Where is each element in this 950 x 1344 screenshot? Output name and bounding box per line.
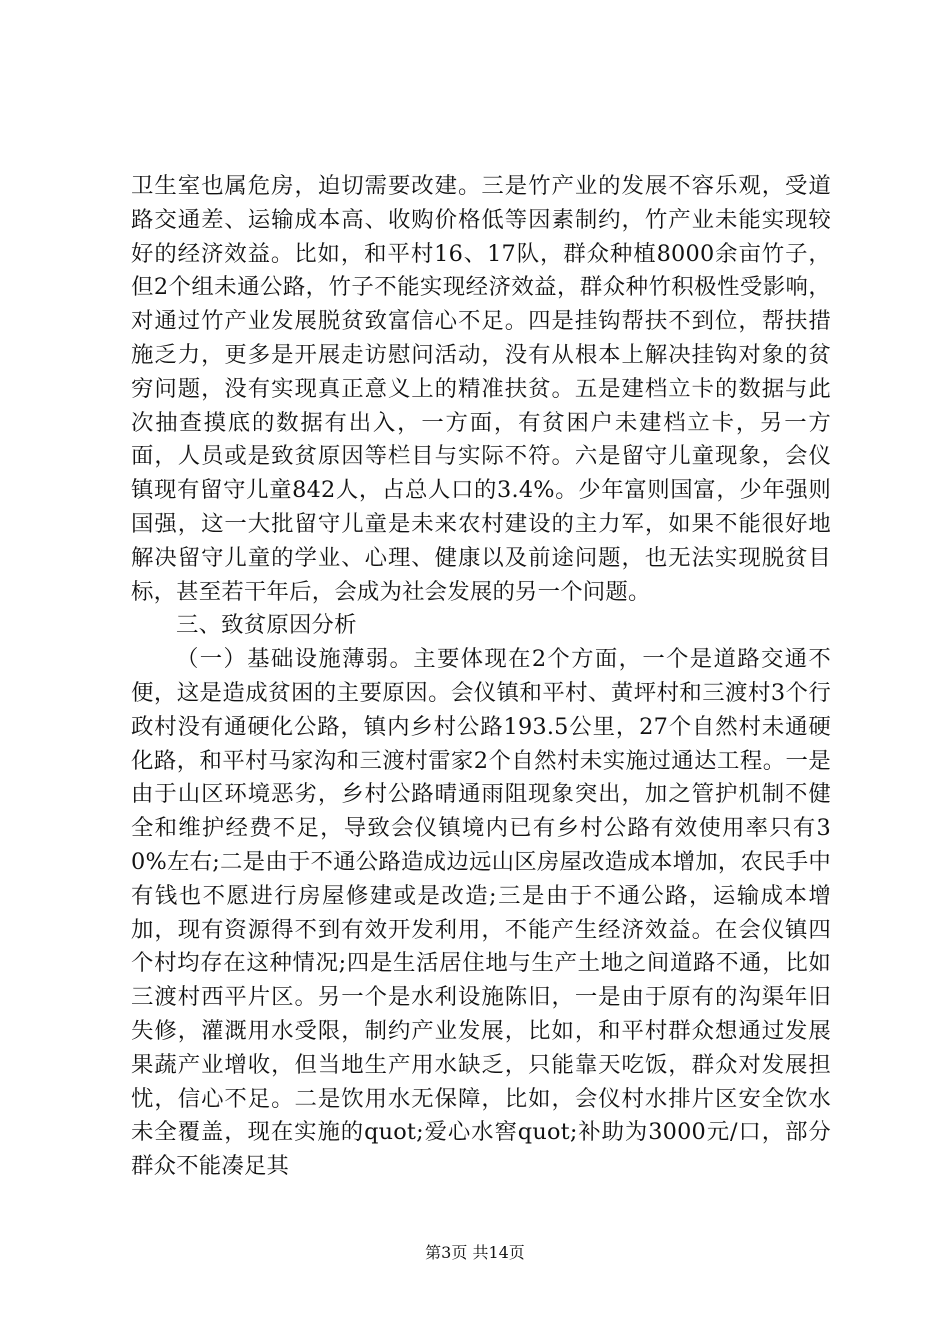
page-footer: 第3页 共14页: [425, 1243, 525, 1262]
body-paragraph: 卫生室也属危房，迫切需要改建。三是竹产业的发展不容乐观，受道路交通差、运输成本高、收购价格低等因素制约，竹产业未能实现较好的经济效益。比如，和平村16、17队，群众种植8000余亩竹子，但2个组未通公路，竹子不能实现经济效益，群众种竹积极性受影响，对通过竹产业发展脱贫致富信心不足。四是挂钩帮扶不到位，帮扶措施乏力，更多是开展走访慰问活动，没有从根本上解决挂钩对象的贫穷问题，没有实现真正意义上的精准扶贫。五是建档立卡的数据与此次抽查摸底的数据有出入，一方面，有贫困户未建档立卡，另一方面，人员或是致贫原因等栏目与实际不符。六是留守儿童现象，会仪镇现有留守儿童842人，占总人口的3.4%。少年富则国富，少年强则国强，这一大批留守儿童是未来农村建设的主力军，如果不能很好地解决留守儿童的学业、心理、健康以及前途问题，也无法实现脱贫目标，甚至若干年后，会成为社会发展的另一个问题。: [131, 173, 831, 605]
body-paragraph: （一）基础设施薄弱。主要体现在2个方面，一个是道路交通不便，这是造成贫困的主要原因。会仪镇和平村、黄坪村和三渡村3个行政村没有通硬化公路，镇内乡村公路193.5公里，27个自然村未通硬化路，和平村马家沟和三渡村雷家2个自然村未实施过通达工程。一是由于山区环境恶劣，乡村公路晴通雨阻现象突出，加之管护机制不健全和维护经费不足，导致会仪镇境内已有乡村公路有效使用率只有30%左右;二是由于不通公路造成边远山区房屋改造成本增加，农民手中有钱也不愿进行房屋修建或是改造;三是由于不通公路，运输成本增加，现有资源得不到有效开发利用，不能产生经济效益。在会仪镇四个村均存在这种情况;四是生活居住地与生产土地之间道路不通，比如三渡村西平片区。另一个是水利设施陈旧，一是由于原有的沟渠年旧失修，灌溉用水受限，制约产业发展，比如，和平村群众想通过发展果蔬产业增收，但当地生产用水缺乏，只能靠天吃饭，群众对发展担忧，信心不足。二是饮用水无保障，比如，会仪村水排片区安全饮水未全覆盖，现在实施的quot;爱心水窖quot;补助为3000元/口，部分群众不能凑足其: [131, 646, 831, 1180]
document-body: [131, 170, 831, 1184]
section-heading: 三、致贫原因分析: [176, 612, 357, 639]
